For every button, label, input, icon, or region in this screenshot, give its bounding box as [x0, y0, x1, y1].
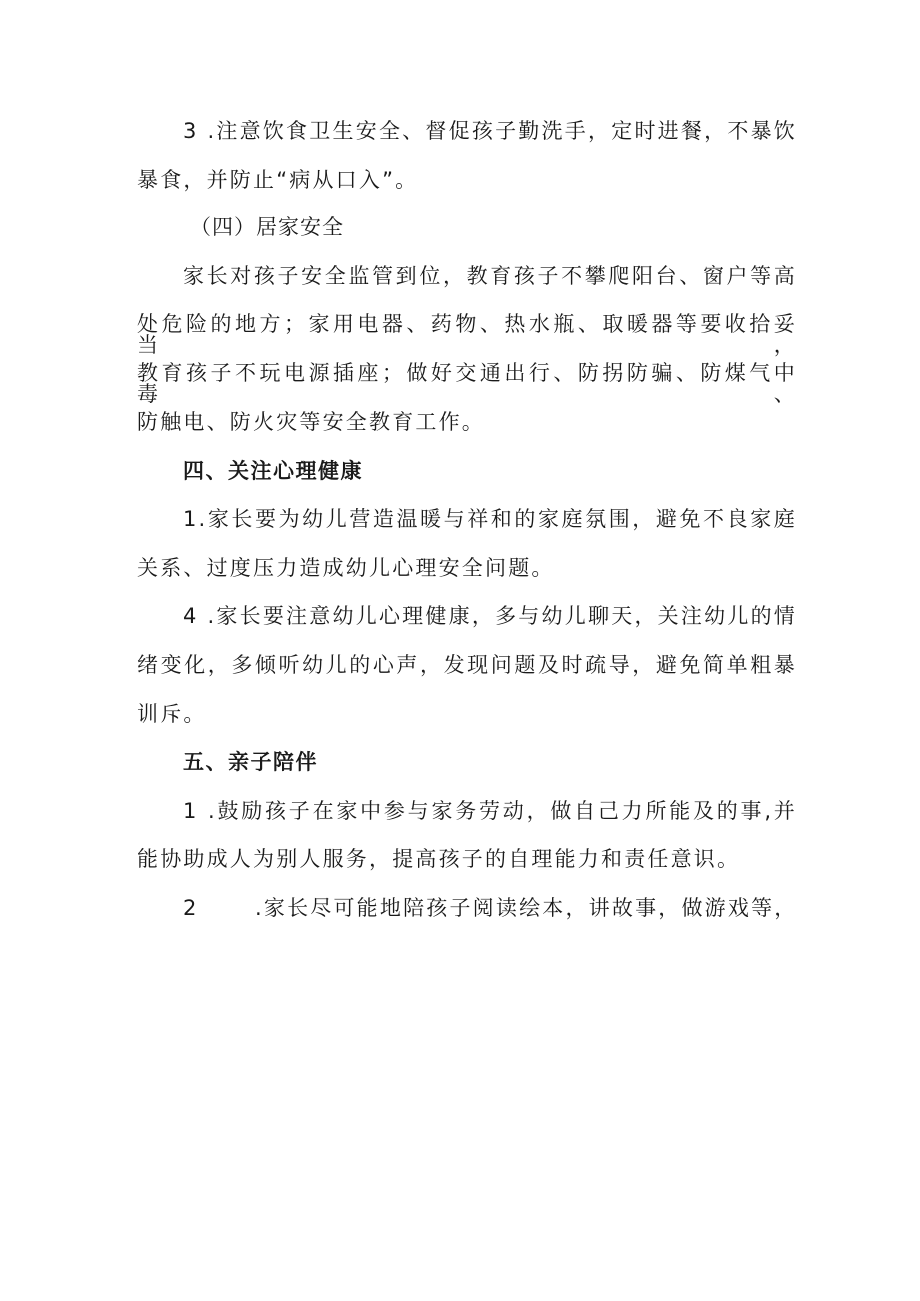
paragraph-line: 1.家长要为幼儿营造温暖与祥和的家庭氛围，避免不良家庭: [183, 507, 797, 531]
paragraph-line: [183, 898, 797, 919]
paragraph-line: 处危险的地方；家用电器、药物、热水瓶、取暖器等要收拾妥当，: [137, 312, 797, 357]
paragraph-line: 4 .家长要注意幼儿心理健康，多与幼儿聊天，关注幼儿的情: [183, 604, 797, 628]
list-number: 2: [183, 896, 199, 920]
section-heading: 四、关注心理健康: [183, 459, 363, 483]
paragraph-line: 教育孩子不玩电源插座；做好交通出行、防拐防骗、防煤气中毒、: [137, 361, 797, 406]
paragraph-line: 暴食，并防止“病从口入”。: [137, 168, 419, 192]
paragraph-line: 能协助成人为别人服务，提高孩子的自理能力和责任意识。: [137, 847, 741, 871]
paragraph-line: 3 .注意饮食卫生安全、督促孩子勤洗手，定时进餐，不暴饮: [183, 119, 797, 143]
paragraph-line: 1 .鼓励孩子在家中参与家务劳动，做自己力所能及的事,并: [183, 799, 797, 823]
list-item-text: .家长尽可能地陪孩子阅读绘本，讲故事，做游戏等，: [255, 896, 798, 920]
paragraph-line: 家长对孩子安全监管到位，教育孩子不攀爬阳台、窗户等高: [183, 264, 797, 288]
paragraph-line: 关系、过度压力造成幼儿心理安全问题。: [137, 556, 555, 580]
paragraph-line: 防触电、防火灾等安全教育工作。: [137, 410, 485, 434]
paragraph-line: 训斥。: [137, 702, 207, 726]
paragraph-line: 绪变化，多倾听幼儿的心声，发现问题及时疏导，避免简单粗暴: [137, 653, 797, 677]
subsection-title: （四）居家安全: [190, 215, 344, 239]
section-heading: 五、亲子陪伴: [183, 750, 318, 774]
